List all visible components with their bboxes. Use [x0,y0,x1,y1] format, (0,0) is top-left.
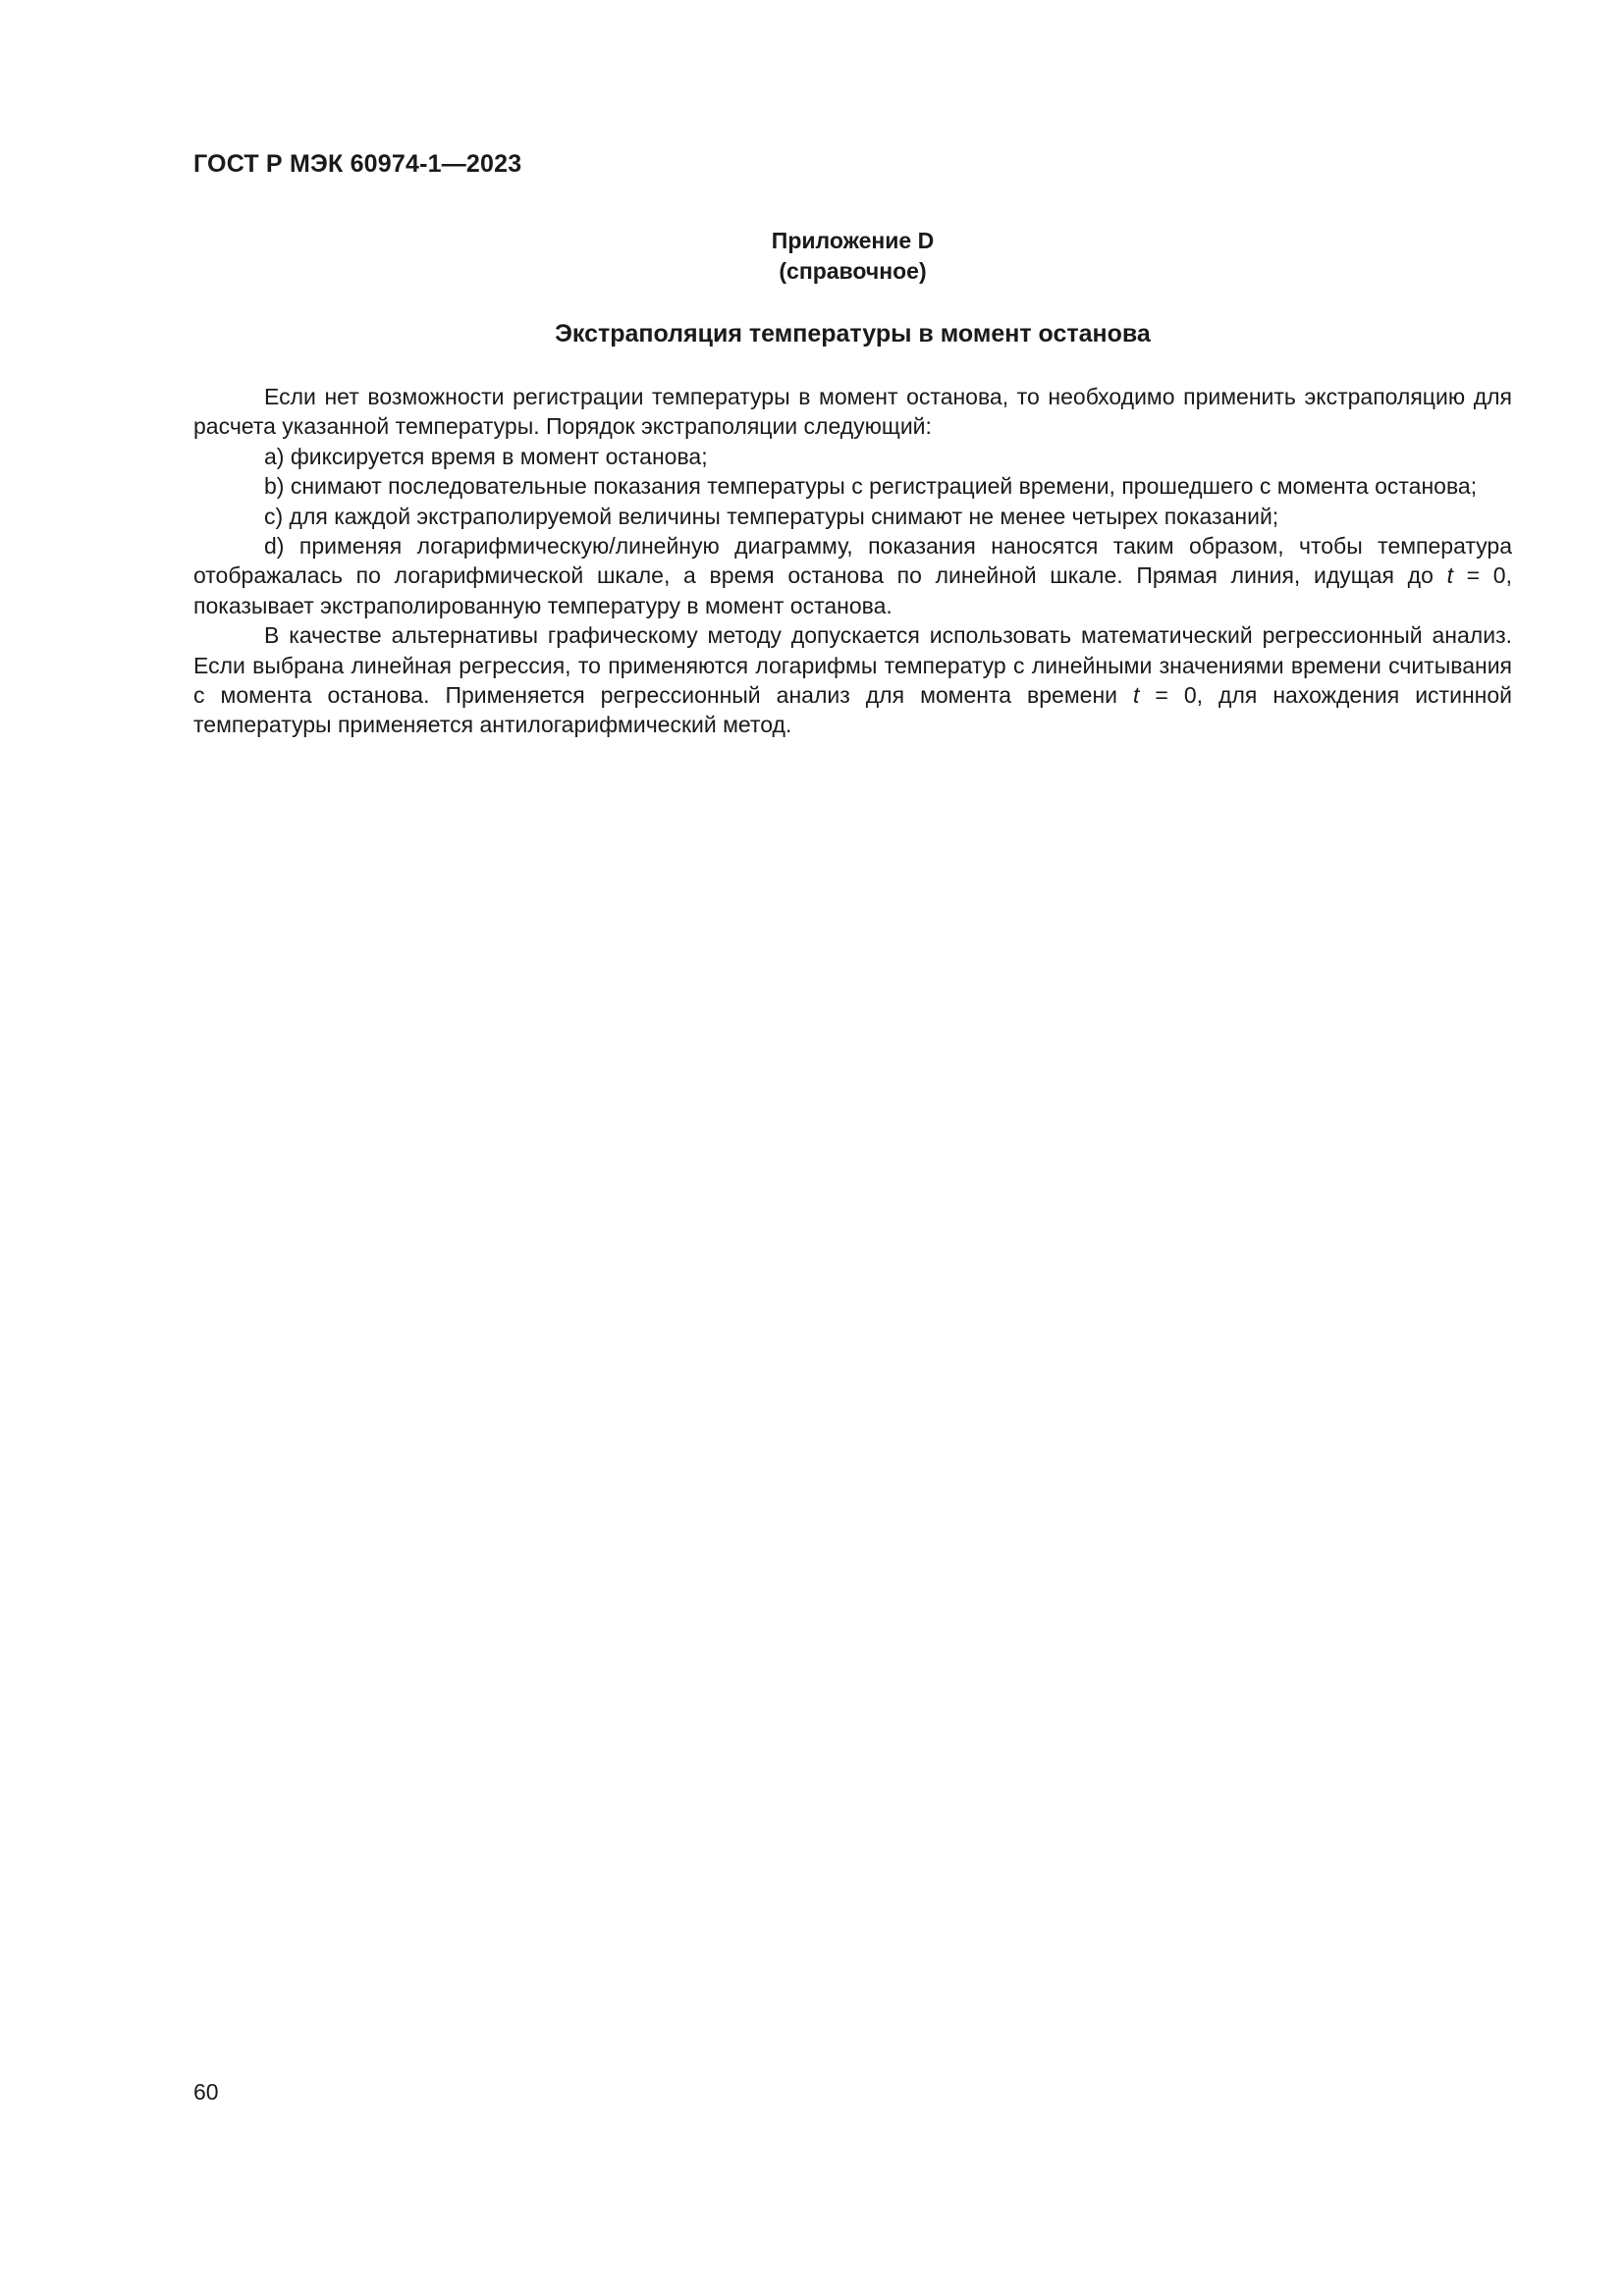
annex-title: Экстраполяция температуры в момент останова [555,320,1151,347]
document-code: ГОСТ Р МЭК 60974-1—2023 [193,150,522,178]
list-item-a: a) фиксируется время в момент останова; [264,443,708,469]
variable-t: t [1133,682,1140,709]
page-number: 60 [193,2079,219,2105]
paragraph-intro: Если нет возможности регистрации температуры в момент останова, то необходимо применить экстраполяцию для расчета указанной температуры. Порядок экстраполяции следующий: [193,384,1512,440]
list-item-d-tail: = 0, показывает экстраполированную температуру в момент останова. [193,562,1512,618]
paragraph-regression [193,620,1512,740]
list-item-d [193,531,1512,620]
annex-type: (справочное) [779,258,927,284]
paragraph-regression-tail: = 0, для нахождения истинной температуры применяется антилогарифмический метод. [193,682,1512,738]
annex-heading [193,226,1512,287]
list-item-c: c) для каждой экстраполируемой величины температуры снимают не менее четырех показаний; [264,503,1279,529]
variable-t: t [1446,562,1453,589]
paragraph-regression-text: В качестве альтернативы графическому методу допускается использовать математический регрессионный анализ. Если выбрана линейная регрессия, то применяются логарифмы температур с линейными значениями времени считывания с момента останова. Применяется регрессионный анализ для момента времени [193,622,1512,709]
list-item-d-text: d) применяя логарифмическую/линейную диаграмму, показания наносятся таким образом, чтобы температура отображалась по логарифмической шкале, а время останова по линейной шкале. Прямая линия, идущая до [193,533,1512,589]
annex-label: Приложение D [771,228,935,253]
list-item-b: b) снимают последовательные показания температуры с регистрацией времени, прошедшего с момента останова; [264,473,1478,500]
annex-body [193,382,1512,740]
